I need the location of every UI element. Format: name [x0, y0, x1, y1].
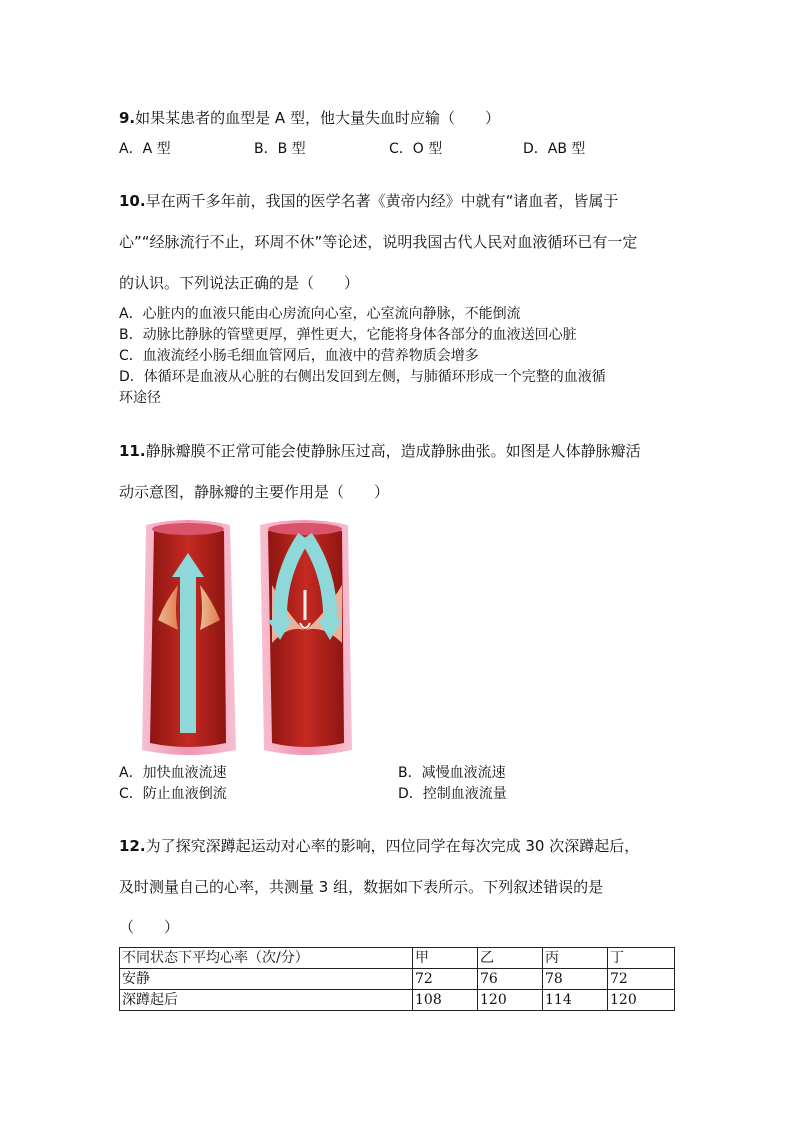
table-header-cell: 不同状态下平均心率（次/分）: [120, 948, 413, 969]
table-header-row: [120, 948, 675, 969]
table-cell: 安静: [120, 969, 413, 990]
table-row: [120, 969, 675, 990]
heart-rate-table: [119, 947, 675, 1011]
table-cell: 108: [413, 990, 478, 1011]
q9-option-c: C．O 型: [389, 141, 443, 157]
table-cell: 76: [478, 969, 543, 990]
table-cell: 72: [413, 969, 478, 990]
q10-option-d-cont: 环途径: [119, 390, 161, 406]
q10-stem-line1: [119, 191, 618, 211]
q11-option-b: B．减慢血液流速: [398, 765, 506, 781]
q12-stem-line1: [119, 836, 639, 856]
table-header-cell: 丙: [543, 948, 608, 969]
table-header-cell: 乙: [478, 948, 543, 969]
q9-text: 如果某患者的血型是 A 型，他大量失血时应输（ ）: [135, 109, 500, 127]
q10-stem-line2: 心”“经脉流行不止，环周不休”等论述，说明我国古代人民对血液循环已有一定: [119, 233, 638, 251]
vein-closed-valve: [260, 520, 352, 755]
q12-stem-line3: （ ）: [119, 918, 180, 936]
q10-option-b: B．动脉比静脉的管壁更厚，弹性更大，它能将身体各部分的血液送回心脏: [119, 327, 577, 343]
q11-option-d: D．控制血液流量: [398, 786, 507, 802]
table-cell: 72: [608, 969, 675, 990]
table-header-cell: 丁: [608, 948, 675, 969]
q11-option-a: A．加快血液流速: [119, 765, 227, 781]
q10-option-d: D．体循环是血液从心脏的右侧出发回到左侧，与肺循环形成一个完整的血液循: [119, 369, 606, 385]
vein-valve-figure: [138, 515, 368, 755]
q9-option-a: A．A 型: [119, 141, 171, 157]
table-row: [120, 990, 675, 1011]
table-cell: 120: [608, 990, 675, 1011]
q10-number: 10.: [119, 192, 146, 210]
vein-open-valve: [142, 520, 236, 755]
q12-stem-line2: 及时测量自己的心率，共测量 3 组，数据如下表所示。下列叙述错误的是: [119, 878, 604, 896]
q9-option-b: B．B 型: [254, 141, 306, 157]
q9-number: 9.: [119, 109, 136, 127]
table-header-cell: 甲: [413, 948, 478, 969]
q11-number: 11.: [119, 442, 146, 460]
q11-option-c: C．防止血液倒流: [119, 786, 227, 802]
q11-text-1: 静脉瓣膜不正常可能会使静脉压过高，造成静脉曲张。如图是人体静脉瓣活: [145, 442, 641, 460]
q10-stem-line3: 的认识。下列说法正确的是（ ）: [119, 274, 360, 292]
table-cell: 78: [543, 969, 608, 990]
q12-number: 12.: [119, 837, 146, 855]
q12-text-1: 为了探究深蹲起运动对心率的影响，四位同学在每次完成 30 次深蹲起后，: [145, 837, 640, 855]
q10-option-c: C．血液流经小肠毛细血管网后，血液中的营养物质会增多: [119, 348, 479, 364]
q9-option-d: D．AB 型: [523, 141, 586, 157]
table-cell: 深蹲起后: [120, 990, 413, 1011]
q10-option-a: A．心脏内的血液只能由心房流向心室，心室流向静脉，不能倒流: [119, 306, 521, 322]
q10-text-1: 早在两千多年前，我国的医学名著《黄帝内经》中就有“诸血者，皆属于: [145, 192, 619, 210]
q11-stem-line2: 动示意图，静脉瓣的主要作用是（ ）: [119, 483, 390, 501]
q9-stem: [119, 108, 500, 128]
q11-stem-line1: [119, 441, 641, 461]
table-cell: 120: [478, 990, 543, 1011]
table-cell: 114: [543, 990, 608, 1011]
